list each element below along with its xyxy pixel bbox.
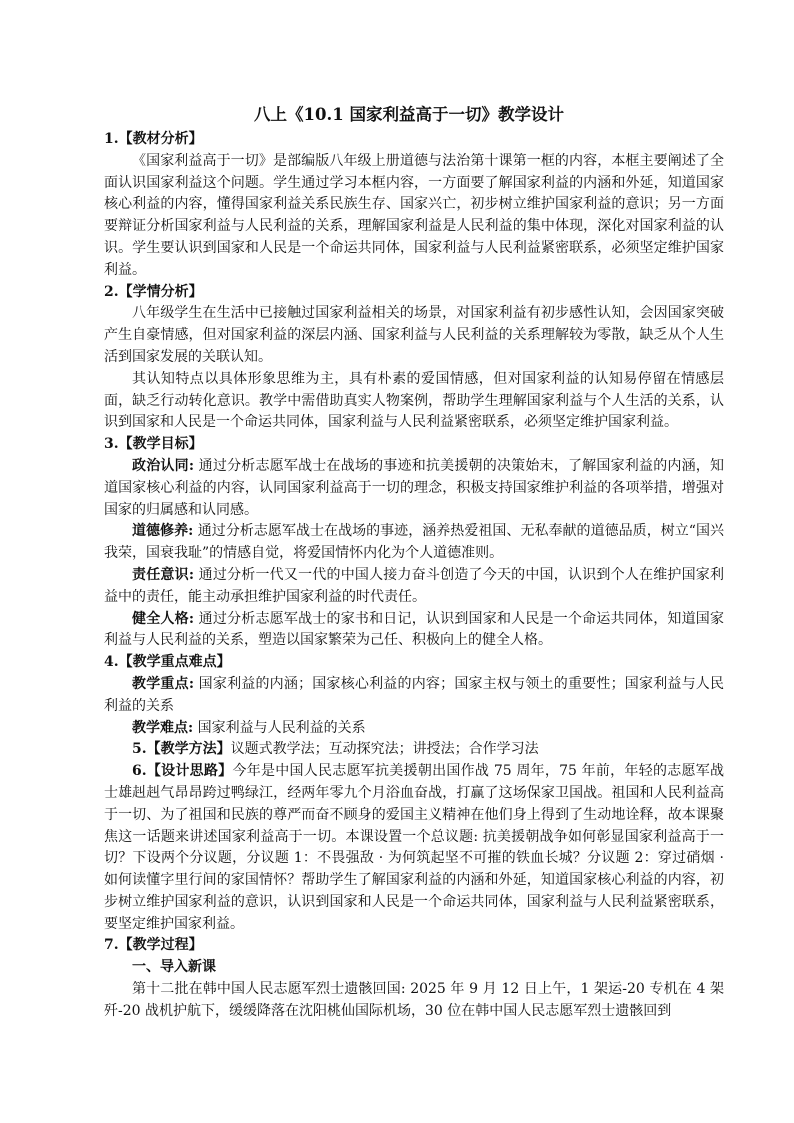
section-heading: 6.【设计思路】	[132, 763, 233, 780]
goal-label: 道德修养:	[132, 523, 194, 540]
section-learner-analysis	[104, 282, 724, 435]
section-heading: 1.【教材分析】	[104, 131, 203, 147]
key-points-label: 教学重点:	[132, 675, 194, 692]
section-heading: 7.【教学过程】	[104, 937, 203, 954]
goal-political-identity	[104, 456, 724, 521]
goal-text: 通过分析志愿军战士在战场的事迹，涵养热爱祖国、无私奉献的道德品质，树立“国兴我荣，国衰我耻”的情感自觉，将爱国情怀内化为个人道德准则。	[104, 523, 725, 562]
difficult-points	[104, 718, 724, 740]
methods-text: 议题式教学法；互动探究法；讲授法；合作学习法	[230, 741, 539, 758]
section-teaching-methods	[104, 739, 724, 761]
goal-responsibility	[104, 565, 724, 609]
section-heading: 5.【教学方法】	[132, 741, 231, 758]
goal-personality	[104, 609, 724, 653]
difficult-points-text: 国家利益与人民利益的关系	[193, 719, 366, 736]
section-textbook-analysis	[104, 129, 724, 282]
goal-moral-cultivation	[104, 521, 724, 565]
section-teaching-goals	[104, 434, 724, 652]
document-page	[104, 102, 724, 1023]
goal-label: 健全人格:	[132, 610, 194, 627]
paragraph: 八年级学生在生活中已接触过国家利益相关的场景，对国家利益有初步感性认知，会因国家突破产生自豪情感，但对国家利益的深层内涵、国家利益与人民利益的关系理解较为零散，缺乏从个人生活到国家发展的关联认知。	[104, 305, 724, 365]
difficult-points-label: 教学难点:	[132, 719, 194, 736]
section-heading: 4.【教学重点难点】	[104, 654, 231, 671]
paragraph: 《国家利益高于一切》是部编版八年级上册道德与法治第十课第一框的内容，本框主要阐述了全面认识国家利益这个问题。学生通过学习本框内容，一方面要了解国家利益的内涵和外延，知道国家核心利益的内容，懂得国家利益关系民族生存、国家兴亡，初步树立维护国家利益的意识；另一方面要辩证分析国家利益与人民利益的关系，理解国家利益是人民利益的集中体现，深化对国家利益的认识。学生要认识到国家和人民是一个命运共同体，国家利益与人民利益紧密联系，必须坚定维护国家利益。	[104, 152, 724, 278]
goal-label: 政治认同:	[132, 457, 194, 474]
goal-text: 通过分析志愿军战士在战场的事迹和抗美援朝的决策始末，了解国家利益的内涵，知道国家核心利益的内容，认同国家利益高于一切的理念，积极支持国家维护利益的各项举措，增强对国家的归属感和认同感。	[104, 457, 725, 518]
goal-label: 责任意识:	[132, 566, 194, 583]
subsection-heading: 一、导入新课	[132, 959, 216, 976]
design-idea-text: 今年是中国人民志愿军抗美援朝出国作战 75 周年，75 年前，年轻的志愿军战士雄赳赳气昂昂跨过鸭绿江，经两年零九个月浴血奋战，打赢了这场保家卫国战。祖国和人民利益高于一切、为了祖国和民族的尊严而奋不顾身的爱国主义精神在他们身上得到了生动地诠释，故本课聚焦这一话题来讲述国家利益高于一切。本课设置一个总议题: 抗美援朝战争如何彰显国家利益高于一切？下设两个分议题，分议题 1：不畏强敌 · 为何筑起坚不可摧的铁血长城？分议题 2：穿过硝烟 · 如何读懂字里行间的家国情怀？帮助学生了解国家利益的内涵和外延，知道国家核心利益的内容，初步树立维护国家利益的意识，认识到国家和人民是一个命运共同体，国家利益与人民利益紧密联系，要坚定维护国家利益。	[104, 763, 724, 932]
paragraph: 其认知特点以具体形象思维为主，具有朴素的爱国情感，但对国家利益的认知易停留在情感层面，缺乏行动转化意识。教学中需借助真实人物案例，帮助学生理解国家利益与个人生活的关系，认识到国家和人民是一个命运共同体，国家利益与人民利益紧密联系，必须坚定维护国家利益。	[104, 370, 724, 431]
key-points	[104, 674, 724, 718]
section-design-idea	[104, 761, 724, 935]
section-heading: 2.【学情分析】	[104, 283, 203, 300]
section-teaching-process	[104, 935, 724, 1022]
goal-text: 通过分析志愿军战士的家书和日记，认识到国家和人民是一个命运共同体，知道国家利益与人民利益的关系，塑造以国家繁荣为己任、积极向上的健全人格。	[104, 610, 725, 649]
key-points-text: 国家利益的内涵；国家核心利益的内容；国家主权与领土的重要性；国家利益与人民利益的关系	[104, 675, 725, 714]
section-key-difficult-points	[104, 652, 724, 739]
section-heading: 3.【教学目标】	[104, 436, 203, 453]
goal-text: 通过分析一代又一代的中国人接力奋斗创造了今天的中国，认识到个人在维护国家利益中的责任，能主动承担维护国家利益的时代责任。	[104, 566, 725, 605]
document-title: 八上《10.1 国家利益高于一切》教学设计	[254, 105, 564, 124]
paragraph: 第十二批在韩中国人民志愿军烈士遗骸回国: 2025 年 9 月 12 日上午，1 架运-20 专机在 4 架歼-20 战机护航下，缓缓降落在沈阳桃仙国际机场，30 位在韩中国人民志愿军烈士遗骸回到	[104, 981, 724, 1019]
